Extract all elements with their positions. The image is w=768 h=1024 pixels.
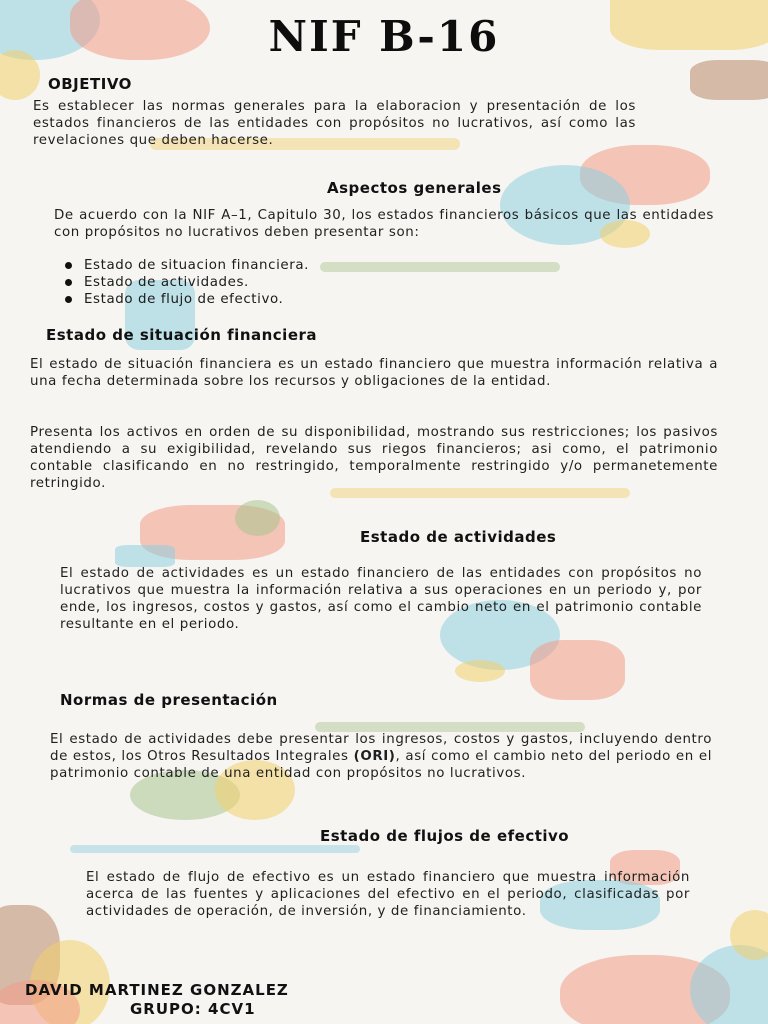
watercolor-blob (115, 545, 175, 567)
watercolor-blob (235, 500, 280, 536)
group-label: GRUPO: 4CV1 (130, 1000, 256, 1018)
normas-text (50, 731, 712, 782)
normas-text-part: El estado de actividades debe presentar los ingresos, costos y gastos, incluyendo dentro de estos, los Otros Resultados Integrales (50, 732, 712, 764)
watercolor-blob (530, 640, 625, 700)
situacion-heading: Estado de situación financiera (46, 326, 318, 344)
ori-term: (ORI) (353, 749, 396, 764)
watercolor-blob (455, 660, 505, 682)
actividades-text: El estado de actividades es un estado financiero de las entidades con propósitos no lucrativos que muestra la información relativa a sus operaciones en un periodo y, por ende, los ingresos, costos y gastos, así como el cambio neto en el patrimonio contable resultante en el periodo. (60, 566, 702, 632)
statements-list (56, 257, 456, 308)
brush-stroke (70, 845, 360, 853)
aspectos-heading: Aspectos generales (327, 179, 502, 197)
list-item: Estado de flujo de efectivo. (56, 291, 456, 308)
flujos-text: El estado de flujo de efectivo es un estado financiero que muestra información acerca de las fuentes y aplicaciones del efectivo en el periodo, clasificadas por actividades de operación, de inversión, y de financiamiento. (86, 870, 690, 919)
author-name: DAVID MARTINEZ GONZALEZ (25, 981, 289, 999)
list-item: Estado de actividades. (56, 274, 456, 291)
objetivo-text: Es establecer las normas generales para la elaboracion y presentación de los estados financieros de las entidades con propósitos no lucrativos, así como las revelaciones que deben hacerse. (33, 99, 636, 148)
situacion-text-1: El estado de situación financiera es un estado financiero que muestra información relativa a una fecha determinada sobre los recursos y obligaciones de la entidad. (30, 357, 718, 389)
situacion-text-2: Presenta los activos en orden de su disponibilidad, mostrando sus restricciones; los pasivos atendiendo a su exigibilidad, revelando sus riegos financieros; asi como, el patrimonio contable clasificando en no restringido, temporalmente restringido y/o permanetemente retringido. (30, 425, 718, 491)
flujos-heading: Estado de flujos de efectivo (320, 827, 570, 845)
watercolor-blob (690, 60, 768, 100)
aspectos-text: De acuerdo con la NIF A–1, Capitulo 30, los estados financieros básicos que las entidades con propósitos no lucrativos deben presentar son: (54, 208, 714, 240)
actividades-heading: Estado de actividades (360, 528, 557, 546)
page-title: NIF B-16 (268, 12, 500, 61)
list-item: Estado de situacion financiera. (56, 257, 456, 274)
normas-text-part: , así como el cambio neto del periodo en el patrimonio contable de una entidad con propósitos no lucrativos. (50, 749, 713, 781)
objetivo-heading: OBJETIVO (48, 75, 132, 93)
normas-heading: Normas de presentación (60, 691, 278, 709)
